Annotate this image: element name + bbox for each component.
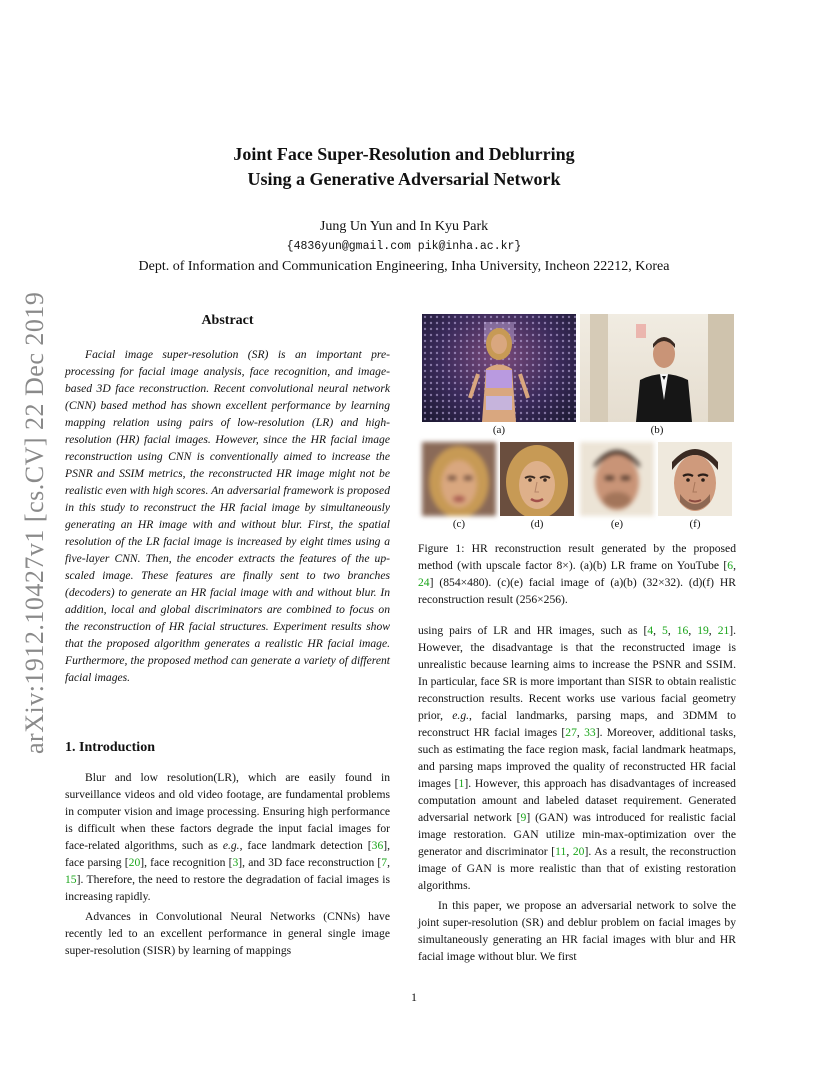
affiliation: Dept. of Information and Communication Engineering, Inha University, Incheon 22212, Korea bbox=[138, 259, 670, 274]
photo-f-hr-face bbox=[658, 442, 732, 516]
title-line-2: Using a Generative Adversarial Network bbox=[247, 169, 561, 189]
figure-1-caption: Figure 1: HR reconstruction result generated by the proposed method (with upscale factor 8×). (a)(b) LR frame on YouTube [6, 24] (854×480). (c)(e) facial image of (a)(b) (32×32). (d)(f) HR reconstruction result (256×256). bbox=[418, 542, 736, 606]
citation[interactable]: 3 bbox=[232, 856, 239, 869]
introduction-text bbox=[65, 769, 390, 959]
citation[interactable]: 4 bbox=[647, 624, 654, 637]
photo-d-hr-face bbox=[500, 442, 574, 516]
abstract-paragraph: Facial image super-resolution (SR) is an important pre-processing for facial image analysis, face recognition, and image-based 3D face reconstruction. Recent convolutional neural network (CNN) based method has shown excellent performance by learning mapping relation using pairs of low-resolution (LR) and high-resolution (HR) facial images. However, since the HR facial image reconstruction using CNN is conventionally aimed to increase the PSNR and SSIM metrics, the reconstructed HR image might not be realistic even with high scores. An adversarial framework is proposed in this study to reconstruct the HR facial image by simultaneously generating an HR image with and without blur. First, the spatial resolution of the LR facial image is increased by eight times using a five-layer CNN. Then, the encoder extracts the features of the up-scaled image. These features are finally sent to two branches (decoders) to generate an HR facial image with and without blur. In addition, local and global discriminators are combined to focus on the reconstruction of HR facial structures. Experiment results show that the proposed algorithm generates a realistic HR facial image. Furthermore, the proposed method can generate a variety of different facial images. bbox=[65, 348, 390, 684]
figure-1 bbox=[418, 312, 736, 530]
citation[interactable]: 27 bbox=[565, 726, 577, 739]
label-b: (b) bbox=[650, 424, 664, 436]
photo-e-lr-face bbox=[580, 442, 654, 516]
label-d: (d) bbox=[530, 518, 544, 530]
section-heading-introduction: 1. Introduction bbox=[65, 740, 155, 755]
citation[interactable]: 36 bbox=[371, 839, 384, 852]
abstract-heading: Abstract bbox=[201, 313, 254, 328]
abstract-body bbox=[65, 346, 390, 686]
label-f: (f) bbox=[689, 518, 701, 530]
label-a: (a) bbox=[492, 424, 506, 436]
emails: {4836yun@gmail.com pik@inha.ac.kr} bbox=[286, 240, 522, 253]
photo-a-concert-frame bbox=[422, 314, 576, 422]
title-line-1: Joint Face Super-Resolution and Deblurring bbox=[233, 144, 575, 164]
photo-c-lr-face bbox=[422, 442, 496, 516]
suit-illustration bbox=[580, 314, 734, 422]
citation[interactable]: 9 bbox=[520, 811, 527, 824]
label-e: (e) bbox=[610, 518, 624, 530]
citation[interactable]: 24 bbox=[418, 576, 430, 589]
photo-b-man-in-suit bbox=[580, 314, 734, 422]
right-paragraph-2: In this paper, we propose an adversarial network to solve the joint super-resolution (SR) and deblur problem on facial images by simultaneously generating an HR facial images with blur and HR facial image without blur. We first bbox=[418, 899, 736, 963]
citation[interactable]: 16 bbox=[676, 624, 689, 637]
label-c: (c) bbox=[452, 518, 466, 530]
right-paragraph-1: using pairs of LR and HR images, such as [4, 5, 16, 19, 21]. However, the disadvantage is that the reconstructed image is unrealistic because learning aims to increase the PSNR and SSIM. In particular, face SR is more important than SISR to obtain realistic reconstruction results. Recent works use various facial geometry prior, e.g., facial landmarks, parsing maps, and 3DMM to reconstruct HR facial images [27, 33]. Moreover, additional tasks, such as estimating the face region mask, facial landmark heatmaps, and parsing maps improved the quality of reconstructed HR facial images [1]. However, this approach has disadvantages of increased computation amount and labeled dataset requirement. Generated adversarial network [9] (GAN) was introduced for realistic facial image restoration. GAN utilize min-max-optimization over the generator and discriminator [11, 20]. As a result, the reconstruction image of GAN is more realistic than that of existing restoration algorithms. bbox=[418, 624, 737, 892]
concert-illustration bbox=[422, 314, 576, 422]
citation[interactable]: 6 bbox=[727, 559, 734, 572]
authors: Jung Un Yun and In Kyu Park bbox=[319, 219, 489, 234]
citation[interactable]: 19 bbox=[697, 624, 709, 637]
right-column-text bbox=[418, 622, 736, 965]
citation[interactable]: 5 bbox=[662, 624, 668, 637]
paper-title bbox=[100, 142, 708, 192]
citation[interactable]: 15 bbox=[65, 873, 77, 886]
citation[interactable]: 20 bbox=[572, 845, 585, 858]
citation[interactable]: 11 bbox=[555, 845, 567, 858]
intro-paragraph-2: Advances in Convolutional Neural Networks (CNNs) have recently led to an excellent performance in general single image super-resolution (SISR) by learning of mappings bbox=[65, 910, 390, 957]
arxiv-stamp: arXiv:1912.10427v1 [cs.CV] 22 Dec 2019 bbox=[20, 291, 49, 754]
citation[interactable]: 7 bbox=[381, 856, 388, 869]
citation[interactable]: 33 bbox=[584, 726, 596, 739]
citation[interactable]: 21 bbox=[717, 624, 730, 637]
intro-paragraph-1: Blur and low resolution(LR), which are easily found in surveillance videos and old video footage, are fundamental problems in computer vision and image processing. Ensuring high performance is difficult when these factors degrade the input facial images for face-related algorithms, such as e.g., face landmark detection [36], face parsing [20], face recognition [3], and 3D face reconstruction [7, 15]. Therefore, the need to restore the degradation of facial images is increasing rapidly. bbox=[65, 771, 390, 903]
citation[interactable]: 20 bbox=[128, 856, 141, 869]
page-number: 1 bbox=[411, 990, 417, 1004]
citation[interactable]: 1 bbox=[458, 777, 465, 790]
